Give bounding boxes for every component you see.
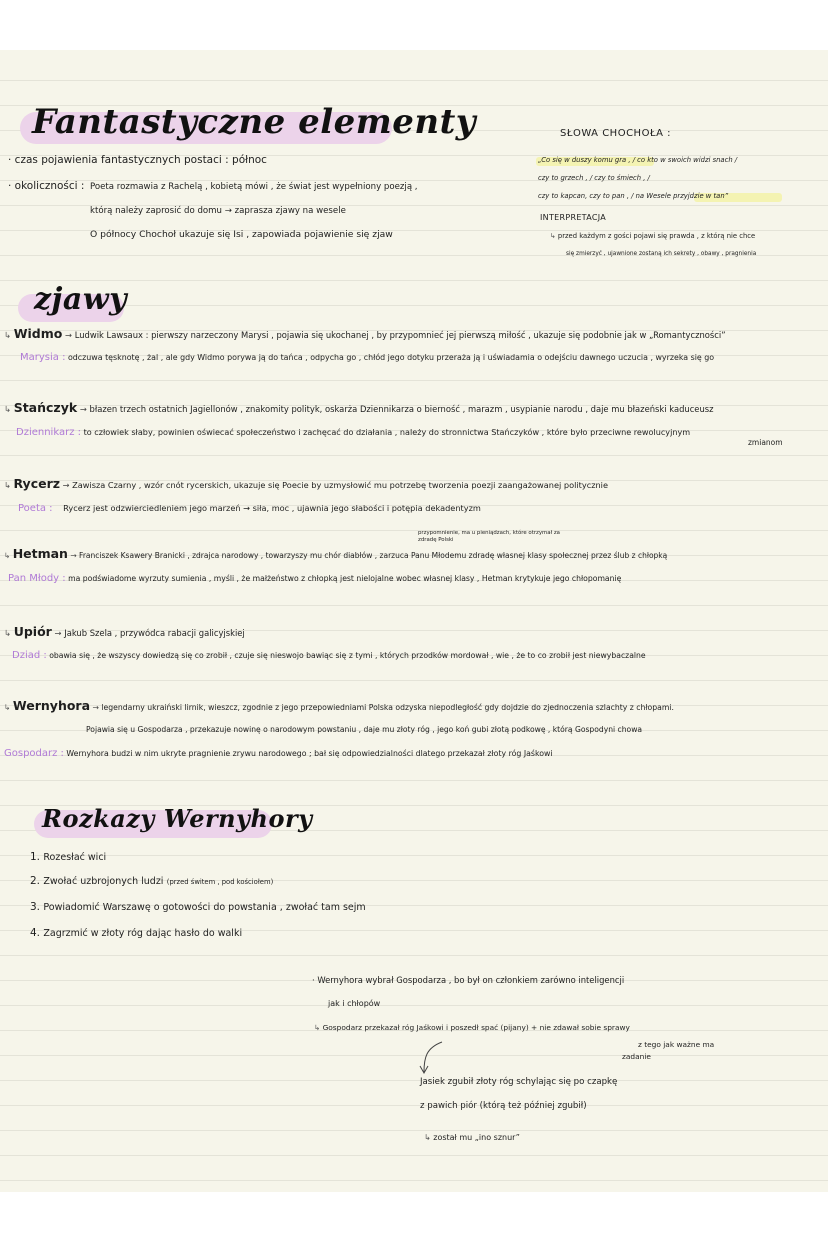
widmo-desc: Ludwik Lawsaux : pierwszy narzeczony Marysi , pojawia się ukochanej , by przypomnieć jej pierwszą miłość , ukazuje się podobnie jak w „Romantyczności”: [74, 330, 726, 340]
time-label: [8, 153, 267, 167]
hook-arrow-icon: ↳: [4, 703, 11, 712]
wernyhora-desc-2: Pojawia się u Gospodarza , przekazuje nowinę o narodowym powstaniu , daje mu złoty róg , jego koń gubi złotą podkowę , którą Gospodyni chowa: [86, 725, 643, 734]
order-2-number: 2.: [30, 875, 41, 887]
upior-name: Upiór: [13, 624, 52, 639]
final-line-3-text: Gospodarz przekazał róg Jaśkowi i poszedł spać (pijany) + nie zdawał sobie sprawy: [322, 1023, 630, 1032]
order-1-text: Rozesłać wici: [43, 852, 107, 863]
chocholo-quote-line-3: czy to kapcan, czy to pan , / na Wesele przyjdzie w tan”: [538, 192, 729, 200]
hook-arrow-icon: ↳: [314, 1023, 321, 1032]
stanczyk-line: [4, 402, 714, 415]
final-note-2: zadanie: [622, 1052, 651, 1061]
final-line-3: [314, 1022, 630, 1034]
pan-mlody-reaction: ma podświadome wyrzuty sumienia , myśli , że małżeństwo z chłopką jest nielojalne wobec własnej klasy , Hetman krytykuje jego chłopomanię: [68, 574, 622, 583]
order-2: [30, 874, 273, 889]
stanczyk-name: Stańczyk: [13, 400, 78, 415]
wernyhora-name: Wernyhora: [12, 698, 91, 713]
order-2-note: (przed świtem , pod kościołem): [166, 878, 274, 886]
page-title: Fantastyczne elementy: [32, 102, 477, 142]
upior-line: [4, 626, 245, 639]
marysia-label: Marysia :: [20, 352, 66, 363]
right-arrow-icon: →: [65, 330, 73, 340]
order-3: [30, 900, 366, 915]
final-line-2: jak i chłopów: [328, 999, 381, 1008]
final-line-5: z pawich piór (którą też później zgubił): [420, 1101, 587, 1111]
right-arrow-icon: →: [54, 628, 62, 638]
chocholo-quote-line-2: czy to grzech , / czy to śmiech , /: [538, 174, 650, 182]
rycerz-reaction-line: [18, 502, 481, 515]
dziad-label: Dziad :: [12, 650, 47, 661]
stanczyk-note: zmianom: [748, 438, 783, 447]
rycerz-name: Rycerz: [13, 476, 61, 491]
rozkazy-heading: Rozkazy Wernyhory: [42, 804, 313, 833]
curved-arrow-icon: [418, 1040, 458, 1076]
widmo-name: Widmo: [13, 326, 63, 341]
final-line-6: [424, 1132, 520, 1144]
pan-mlody-label: Pan Młody :: [8, 573, 66, 584]
interpretation-line-1: [550, 232, 755, 241]
dziennikarz-reaction: to człowiek słaby, powinien oświecać społeczeństwo i zachęcać do działania , należy do stronnictwa Stańczyków , które było przeciwne rewolucyjnym: [83, 427, 691, 437]
order-1: [30, 850, 106, 865]
zjawy-heading: zjawy: [34, 282, 128, 317]
gospodarz-label: Gospodarz :: [4, 748, 64, 759]
marysia-reaction: odczuwa tęsknotę , żal , ale gdy Widmo porywa ją do tańca , odpycha go , chłód jego dotyku przeraża ją i uświadamia o odejściu dawnego uczucia , wyrzeka się go: [67, 353, 715, 362]
interpretation-text-1: przed każdym z gości pojawi się prawda , z którą nie chce: [557, 232, 756, 240]
hook-arrow-icon: ↳: [4, 330, 12, 340]
right-arrow-icon: →: [79, 404, 87, 414]
wernyhora-desc: legendarny ukraiński lirnik, wieszcz, zgodnie z jego przepowiedniami Polska odzyska niepodległość gdy dojdzie do zjednoczenia szlachty z chłopami.: [101, 703, 674, 712]
notebook-page: [0, 50, 828, 1192]
stanczyk-desc: błazen trzech ostatnich Jagiellonów , znakomity polityk, oskarża Dziennikarza o bierność , marazm , usypianie narodu , daje mu błazeński kaduceusz: [89, 404, 714, 414]
hetman-reaction-line: [8, 573, 621, 585]
hetman-note: przypomnienie, ma u pieniądzach, które otrzymał za zdradę Polski: [418, 530, 560, 543]
time-value: północ: [232, 154, 267, 166]
dziennikarz-label: Dziennikarz :: [16, 427, 81, 438]
poeta-reaction: Rycerz jest odzwierciedleniem jego marzeń → siła, moc , ujawnia jego słabości i potępia dekadentyzm: [63, 503, 481, 513]
hook-arrow-icon: ↳: [4, 551, 11, 560]
circumstances-line-3: O północy Chochoł ukazuje się Isi , zapowiada pojawienie się zjaw: [90, 229, 393, 240]
upior-reaction-line: [12, 650, 646, 662]
circumstances-line-2: którą należy zaprosić do domu → zaprasza zjawy na wesele: [90, 206, 346, 216]
hetman-name: Hetman: [12, 546, 68, 561]
hetman-line: [4, 548, 667, 562]
hook-arrow-icon: ↳: [550, 232, 556, 240]
order-1-number: 1.: [30, 851, 41, 863]
rycerz-line: [4, 478, 608, 491]
final-line-4: Jasiek zgubił złoty róg schylając się po czapkę: [420, 1077, 618, 1087]
interpretation-heading: INTERPRETACJA: [540, 213, 607, 222]
order-4-number: 4.: [30, 927, 41, 939]
time-label-text: · czas pojawienia fantastycznych postaci :: [8, 154, 229, 166]
hook-arrow-icon: ↳: [4, 480, 11, 490]
order-4: [30, 926, 242, 941]
poeta-label: Poeta :: [18, 503, 53, 514]
final-line-1: · Wernyhora wybrał Gospodarza , bo był on członkiem zarówno inteligencji: [312, 975, 625, 985]
rycerz-desc: Zawisza Czarny , wzór cnót rycerskich, ukazuje się Poecie by uzmysłowić mu potrzebę tworzenia poezji zaangażowanej politycznie: [72, 480, 608, 490]
chocholo-heading: SŁOWA CHOCHOŁA :: [560, 128, 671, 139]
interpretation-line-2: się zmierzyć , ujawnione zostaną ich sekrety , obawy , pragnienia: [566, 251, 757, 257]
dziad-reaction: obawia się , że wszyscy dowiedzą się co zrobił , czuje się nieswojo bawiąc się z tymi , których przodków mordował , wie , że to co zrobił jest niewybaczalne: [49, 651, 646, 660]
stanczyk-reaction-line: [16, 426, 690, 439]
hetman-desc: Franciszek Ksawery Branicki , zdrajca narodowy , towarzyszy mu chór diabłów , zarzuca Panu Młodemu zdradę własnej klasy społecznej przez ślub z chłopką: [79, 551, 668, 560]
widmo-reaction-line: [20, 352, 714, 364]
final-line-6-text: został mu „ino sznur”: [433, 1133, 520, 1142]
widmo-line: [4, 328, 726, 341]
hook-arrow-icon: ↳: [4, 628, 12, 638]
right-arrow-icon: →: [62, 480, 70, 490]
order-3-number: 3.: [30, 901, 41, 913]
order-4-text: Zagrzmić w złoty róg dając hasło do walki: [43, 928, 243, 939]
chocholo-quote-line-1: „Co się w duszy komu gra , / co kto w swoich widzi snach /: [538, 156, 738, 164]
right-arrow-icon: →: [70, 551, 77, 560]
order-2-text: Zwołać uzbrojonych ludzi: [43, 876, 164, 887]
wernyhora-line: [4, 700, 674, 714]
upior-desc: Jakub Szela , przywódca rabacji galicyjskiej: [64, 628, 245, 638]
right-arrow-icon: →: [92, 703, 99, 712]
wernyhora-reaction-line: [4, 748, 553, 760]
order-3-text: Powiadomić Warszawę o gotowości do powstania , zwołać tam sejm: [43, 902, 366, 913]
circumstances-line-1: Poeta rozmawia z Rachelą , kobietą mówi , że świat jest wypełniony poezją ,: [90, 182, 418, 192]
final-note-1: z tego jak ważne ma: [638, 1040, 715, 1049]
hook-arrow-icon: ↳: [424, 1133, 431, 1142]
gospodarz-reaction: Wernyhora budzi w nim ukryte pragnienie zrywu narodowego ; bał się odpowiedzialności dlatego przekazał złoty róg Jaśkowi: [66, 749, 553, 758]
hook-arrow-icon: ↳: [4, 404, 12, 414]
circumstances-label: · okoliczności :: [8, 180, 85, 192]
